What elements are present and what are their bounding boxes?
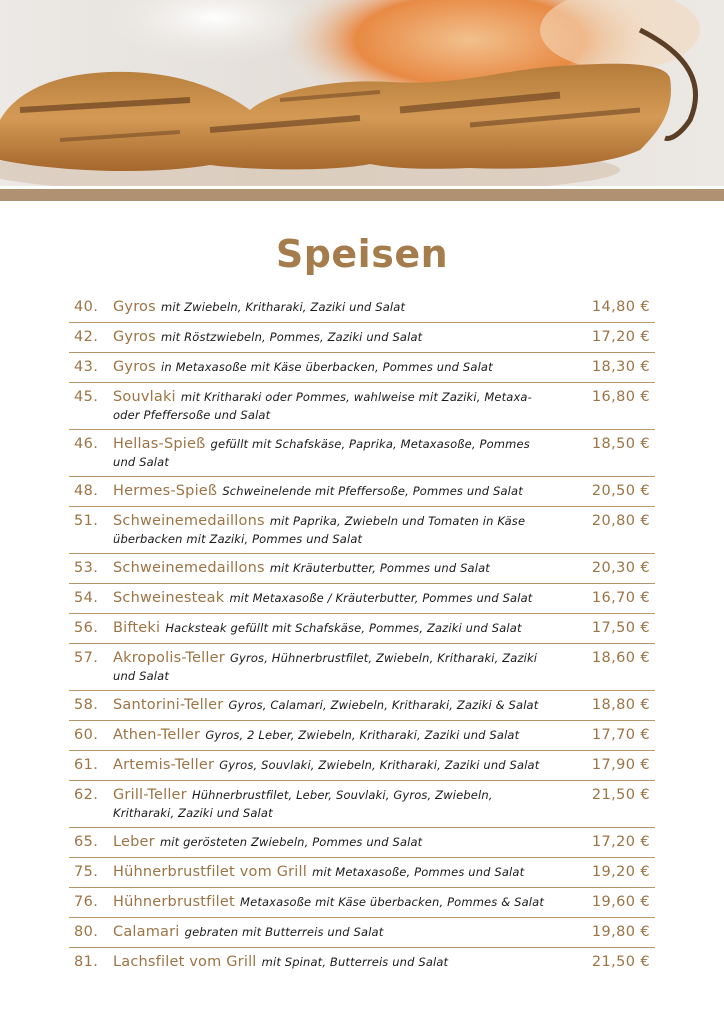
menu-item [69,477,655,507]
item-number: 62. [74,787,99,803]
item-price: 16,70 € [591,590,650,606]
menu-item [69,721,655,751]
item-price: 17,50 € [591,620,650,636]
hero-band [0,189,724,201]
item-name: Hühnerbrustfilet [113,894,235,910]
item-number: 58. [74,697,99,713]
item-price: 18,30 € [591,359,650,375]
item-number: 54. [74,590,99,606]
item-description: in Metaxasoße mit Käse überbacken, Pommes und Salat [160,360,493,374]
page-title: Speisen [275,232,449,276]
menu-item [69,751,655,781]
item-number: 46. [74,436,99,452]
item-price: 21,50 € [591,787,650,803]
item-description: Gyros, Calamari, Zwiebeln, Kritharaki, Zaziki & Salat [228,698,539,712]
item-price: 20,80 € [591,513,650,529]
item-number: 53. [74,560,99,576]
item-number: 48. [74,483,99,499]
item-description: mit Zwiebeln, Kritharaki, Zaziki und Salat [160,300,406,314]
menu-item [69,858,655,888]
item-price: 17,20 € [591,329,650,345]
menu-item [69,614,655,644]
item-name: Gyros [113,359,156,375]
item-price: 18,50 € [591,436,650,452]
item-description: mit Kräuterbutter, Pommes und Salat [269,561,490,575]
item-description: gefüllt mit Schafskäse, Paprika, Metaxasoße, Pommes und Salat [113,437,530,469]
item-price: 21,50 € [591,954,650,970]
item-number: 80. [74,924,99,940]
item-price: 17,90 € [591,757,650,773]
item-number: 61. [74,757,99,773]
item-price: 19,80 € [591,924,650,940]
item-name: Lachsfilet vom Grill [113,954,257,970]
menu-item [69,353,655,383]
item-name: Grill-Teller [113,787,187,803]
item-number: 43. [74,359,99,375]
menu-item [69,554,655,584]
menu-item [69,507,655,554]
item-number: 65. [74,834,99,850]
menu-item [69,383,655,430]
item-description: mit Paprika, Zwiebeln und Tomaten in Käse überbacken mit Zaziki, Pommes und Salat [113,514,526,546]
item-number: 56. [74,620,99,636]
menu-item [69,430,655,477]
item-description: Schweinelende mit Pfeffersoße, Pommes und Salat [222,484,523,498]
item-description: Gyros, 2 Leber, Zwiebeln, Kritharaki, Zaziki und Salat [205,728,520,742]
item-price: 20,50 € [591,483,650,499]
item-name: Schweinemedaillons [113,513,265,529]
item-name: Bifteki [113,620,161,636]
item-name: Schweinesteak [113,590,225,606]
item-description: mit Metaxasoße / Kräuterbutter, Pommes und Salat [229,591,533,605]
item-description: mit Metaxasoße, Pommes und Salat [312,865,525,879]
menu-item [69,323,655,353]
item-number: 45. [74,389,99,405]
item-name: Leber [113,834,155,850]
item-number: 81. [74,954,99,970]
item-number: 75. [74,864,99,880]
item-name: Gyros [113,329,156,345]
item-price: 19,60 € [591,894,650,910]
item-name: Souvlaki [113,389,176,405]
item-price: 16,80 € [591,389,650,405]
item-description: mit gerösteten Zwiebeln, Pommes und Salat [159,835,423,849]
item-number: 57. [74,650,99,666]
item-description: Gyros, Souvlaki, Zwiebeln, Kritharaki, Zaziki und Salat [219,758,540,772]
item-price: 19,20 € [591,864,650,880]
menu-item [69,584,655,614]
item-price: 17,70 € [591,727,650,743]
item-number: 76. [74,894,99,910]
item-description: mit Spinat, Butterreis und Salat [261,955,449,969]
item-number: 60. [74,727,99,743]
item-number: 51. [74,513,99,529]
item-description: Gyros, Hühnerbrustfilet, Zwiebeln, Kritharaki, Zaziki und Salat [113,651,538,683]
menu-list [69,293,655,977]
item-price: 17,20 € [591,834,650,850]
item-description: Hühnerbrustfilet, Leber, Souvlaki, Gyros, Zwiebeln, Kritharaki, Zaziki und Salat [113,788,493,820]
menu-item [69,888,655,918]
item-description: Metaxasoße mit Käse überbacken, Pommes & Salat [240,895,545,909]
item-description: mit Kritharaki oder Pommes, wahlweise mit Zaziki, Metaxa- oder Pfeffersoße und Salat [113,390,532,422]
item-name: Akropolis-Teller [113,650,225,666]
menu-item [69,644,655,691]
item-name: Athen-Teller [113,727,201,743]
item-name: Artemis-Teller [113,757,215,773]
item-name: Hermes-Spieß [113,483,218,499]
menu-item [69,781,655,828]
menu-item [69,948,655,977]
item-name: Gyros [113,299,156,315]
item-name: Santorini-Teller [113,697,224,713]
item-number: 40. [74,299,99,315]
menu-item [69,828,655,858]
menu-item [69,293,655,323]
item-price: 18,80 € [591,697,650,713]
item-number: 42. [74,329,99,345]
menu-item [69,691,655,721]
item-price: 18,60 € [591,650,650,666]
menu-item [69,918,655,948]
item-name: Hellas-Spieß [113,436,206,452]
item-name: Hühnerbrustfilet vom Grill [113,864,307,880]
hero-food-image [0,0,724,186]
item-name: Schweinemedaillons [113,560,265,576]
item-description: gebraten mit Butterreis und Salat [184,925,384,939]
item-price: 14,80 € [591,299,650,315]
item-description: Hacksteak gefüllt mit Schafskäse, Pommes, Zaziki und Salat [165,621,522,635]
item-price: 20,30 € [591,560,650,576]
item-description: mit Röstzwiebeln, Pommes, Zaziki und Salat [160,330,423,344]
item-name: Calamari [113,924,180,940]
